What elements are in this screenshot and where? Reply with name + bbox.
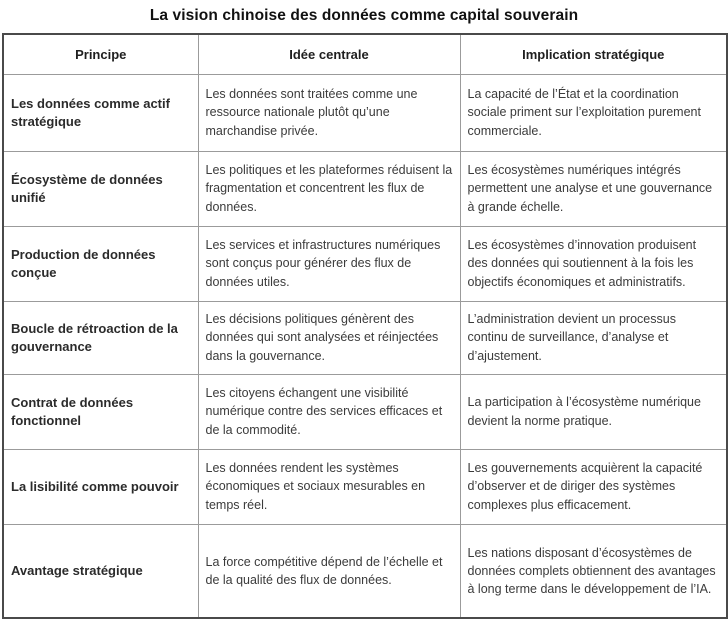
cell-principe: Écosystème de données unifié [3,151,198,226]
cell-implication: Les nations disposant d’écosystèmes de données complets obtiennent des avantages à long terme dans le développement de l’IA. [460,524,727,618]
cell-idee: Les décisions politiques génèrent des données qui sont analysées et réinjectées dans la gouvernance. [198,301,460,374]
cell-idee: Les politiques et les plateformes réduisent la fragmentation et concentrent les flux de données. [198,151,460,226]
cell-principe: La lisibilité comme pouvoir [3,449,198,524]
cell-idee: La force compétitive dépend de l’échelle et de la qualité des flux de données. [198,524,460,618]
cell-implication: La capacité de l’État et la coordination sociale priment sur l’exploitation purement commerciale. [460,74,727,151]
cell-idee: Les citoyens échangent une visibilité numérique contre des services efficaces et de la commodité. [198,374,460,449]
table-body [3,74,727,618]
cell-implication: L’administration devient un processus continu de surveillance, d’analyse et d’ajustement. [460,301,727,374]
column-header-idee-centrale: Idée centrale [198,34,460,74]
column-header-implication-strategique: Implication stratégique [460,34,727,74]
table-row [3,301,727,374]
cell-idee: Les données rendent les systèmes économiques et sociaux mesurables en temps réel. [198,449,460,524]
table-row [3,449,727,524]
cell-idee: Les données sont traitées comme une ressource nationale plutôt qu’une marchandise privée. [198,74,460,151]
cell-implication: Les écosystèmes numériques intégrés permettent une analyse et une gouvernance à grande échelle. [460,151,727,226]
cell-implication: Les écosystèmes d’innovation produisent des données qui soutiennent à la fois les objectifs économiques et administratifs. [460,226,727,301]
cell-principe: Boucle de rétroaction de la gouvernance [3,301,198,374]
cell-implication: La participation à l’écosystème numérique devient la norme pratique. [460,374,727,449]
cell-idee: Les services et infrastructures numériques sont conçus pour générer des flux de données utiles. [198,226,460,301]
sovereign-data-table [2,33,728,619]
column-header-principe: Principe [3,34,198,74]
cell-principe: Production de données conçue [3,226,198,301]
cell-principe: Contrat de données fonctionnel [3,374,198,449]
table-header [3,34,727,74]
table-row [3,151,727,226]
table-row [3,374,727,449]
header-row [3,34,727,74]
table-row [3,74,727,151]
table-row [3,524,727,618]
table-title: La vision chinoise des données comme capital souverain [149,7,579,24]
cell-principe: Les données comme actif stratégique [3,74,198,151]
cell-implication: Les gouvernements acquièrent la capacité d’observer et de diriger des systèmes complexes plus efficacement. [460,449,727,524]
cell-principe: Avantage stratégique [3,524,198,618]
table-row [3,226,727,301]
